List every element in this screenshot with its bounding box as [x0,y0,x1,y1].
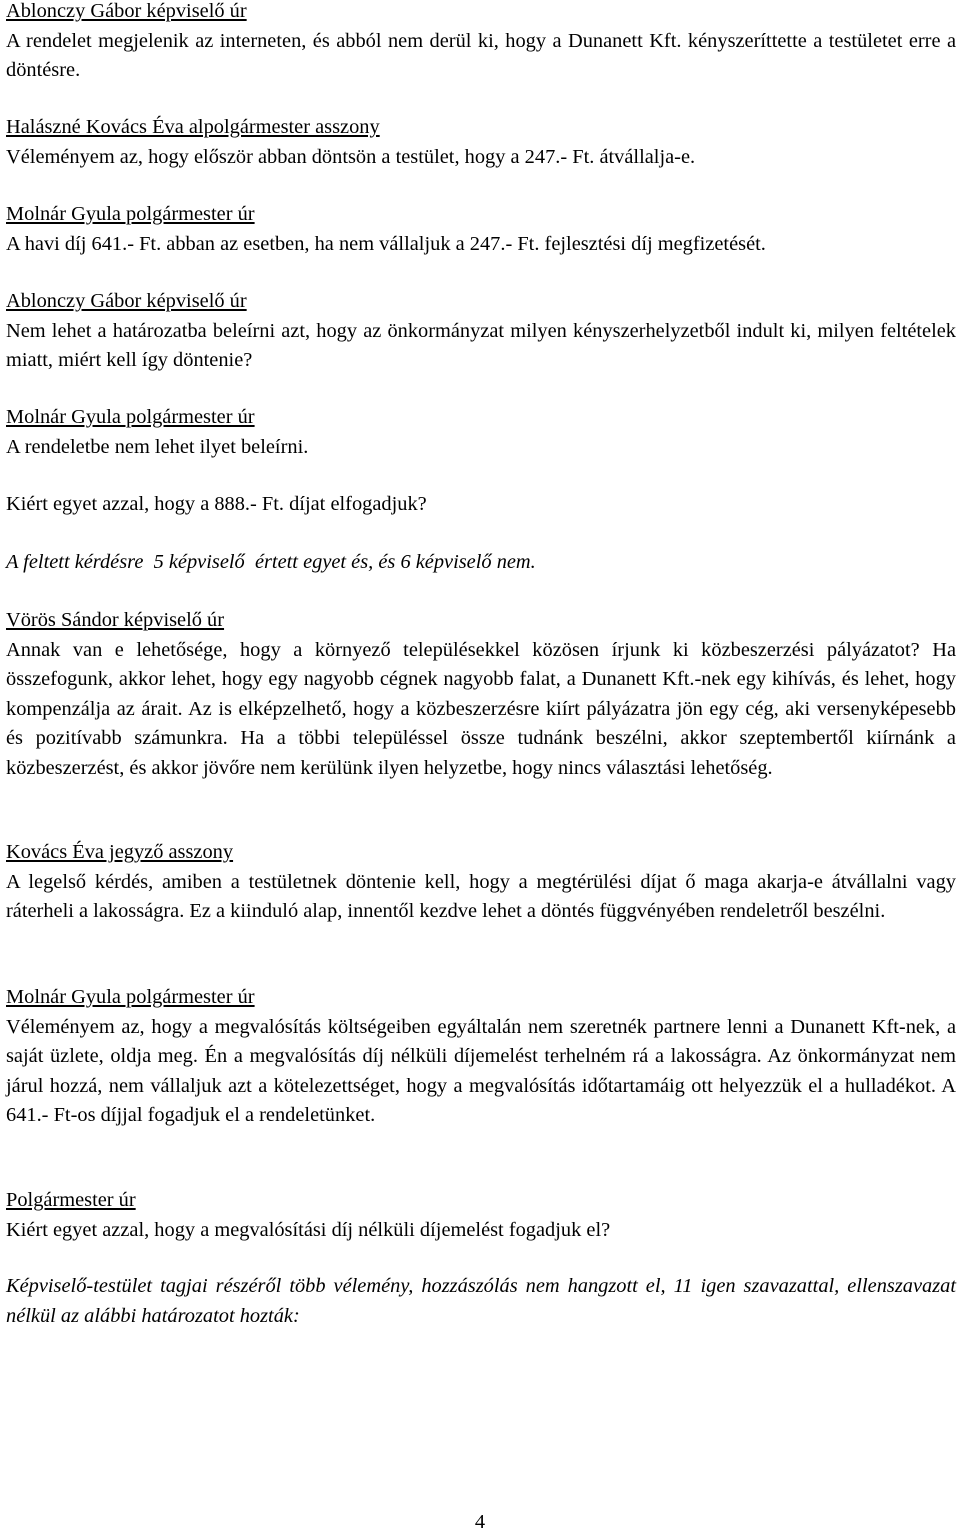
speech-text: Annak van e lehetősége, hogy a környező településekkel közösen írjunk ki közbeszerzési pályázatot? Ha összefogunk, akkor lehet, hogy egy nagyobb cégnek nagyobb falat, a Dunanett Kft.-nek egy kihívás, és lehet, hogy kompenzálja az árait. Az is elképzelhető, hogy a közbeszerzésre kiírt pályázatra jön egy cég, aki versenyképesebb és pozitívabb számunkra. Ha a többi településsel össze tudnánk beszélni, akkor szeptembertől kiírnánk a közbeszerzést, és akkor jövőre nem kerülünk ilyen helyzetbe, hogy nincs választási lehetőség. [6,638,956,779]
speech-block-molnar-1 [6,200,956,259]
speaker-name: Molnár Gyula polgármester úr [6,986,255,1008]
speech-block-voros [6,606,956,783]
speech-block-polgarmester [6,1186,956,1245]
speech-block-halaszne [6,113,956,172]
speech-text: A legelső kérdés, amiben a testületnek döntenie kell, hogy a megtérülési díjat ő maga akarja-e átvállalni vagy ráterheli a lakosságra. Ez a kiinduló alap, innentől kezdve lehet a döntés függvényében rendeletről beszélni. [6,870,956,922]
page-number: 4 [474,1511,486,1533]
speech-block-ablonczy-2 [6,287,956,376]
speaker-name: Polgármester úr [6,1189,136,1211]
speaker-name: Kovács Éva jegyző asszony [6,841,234,863]
speech-text: Kiért egyet azzal, hogy a megvalósítási díj nélküli díjemelést fogadjuk el? [6,1218,611,1241]
speech-block-ablonczy-1 [6,0,956,86]
speaker-name: Molnár Gyula polgármester úr [6,406,255,428]
resolution-intro-paragraph [6,1272,956,1331]
speaker-name: Ablonczy Gábor képviselő úr [6,290,247,312]
speech-block-molnar-2 [6,403,956,462]
question-paragraph [6,490,956,520]
speech-block-molnar-3 [6,983,956,1131]
speech-text: A rendelet megjelenik az interneten, és abból nem derül ki, hogy a Dunanett Kft. kényszeríttette a testületet erre a döntésre. [6,29,956,81]
speech-text: Véleményem az, hogy a megvalósítás költségeiben egyáltalán nem szeretnék partnere lenni a Dunanett Kft-nek, a saját üzlete, oldja meg. Én a megvalósítás díj nélküli díjemelést terhelném rá a lakosságra. Az önkormányzat nem járul hozzá, nem vállaljuk azt a kötelezettséget, hogy a megvalósítás időtartamáig ott helyezzük el a hulladékot. A 641.- Ft-os díjjal fogadjuk el a rendeletünket. [6,1015,956,1126]
vote-result-text: A feltett kérdésre 5 képviselő értett egyet és, és 6 képviselő nem. [6,551,536,573]
vote-result-paragraph [6,548,956,578]
speech-text: A havi díj 641.- Ft. abban az esetben, ha nem vállaljuk a 247.- Ft. fejlesztési díj megfizetését. [6,232,766,255]
speaker-name: Halászné Kovács Éva alpolgármester asszony [6,116,380,138]
speech-text: A rendeletbe nem lehet ilyet beleírni. [6,435,309,458]
speech-block-kovacs [6,838,956,927]
question-text: Kiért egyet azzal, hogy a 888.- Ft. díjat elfogadjuk? [6,493,427,515]
speaker-name: Vörös Sándor képviselő úr [6,609,225,631]
speech-text: Nem lehet a határozatba beleírni azt, hogy az önkormányzat milyen kényszerhelyzetből indult ki, milyen feltételek miatt, miért kell így döntenie? [6,319,956,371]
speaker-name: Ablonczy Gábor képviselő úr [6,0,247,22]
resolution-intro-text: Képviselő-testület tagjai részéről több vélemény, hozzászólás nem hangzott el, 11 igen szavazattal, ellenszavazat nélkül az alábbi határozatot hozták: [6,1275,956,1327]
speaker-name: Molnár Gyula polgármester úr [6,203,255,225]
speech-text: Véleményem az, hogy először abban döntsön a testület, hogy a 247.- Ft. átvállalja-e. [6,145,696,168]
